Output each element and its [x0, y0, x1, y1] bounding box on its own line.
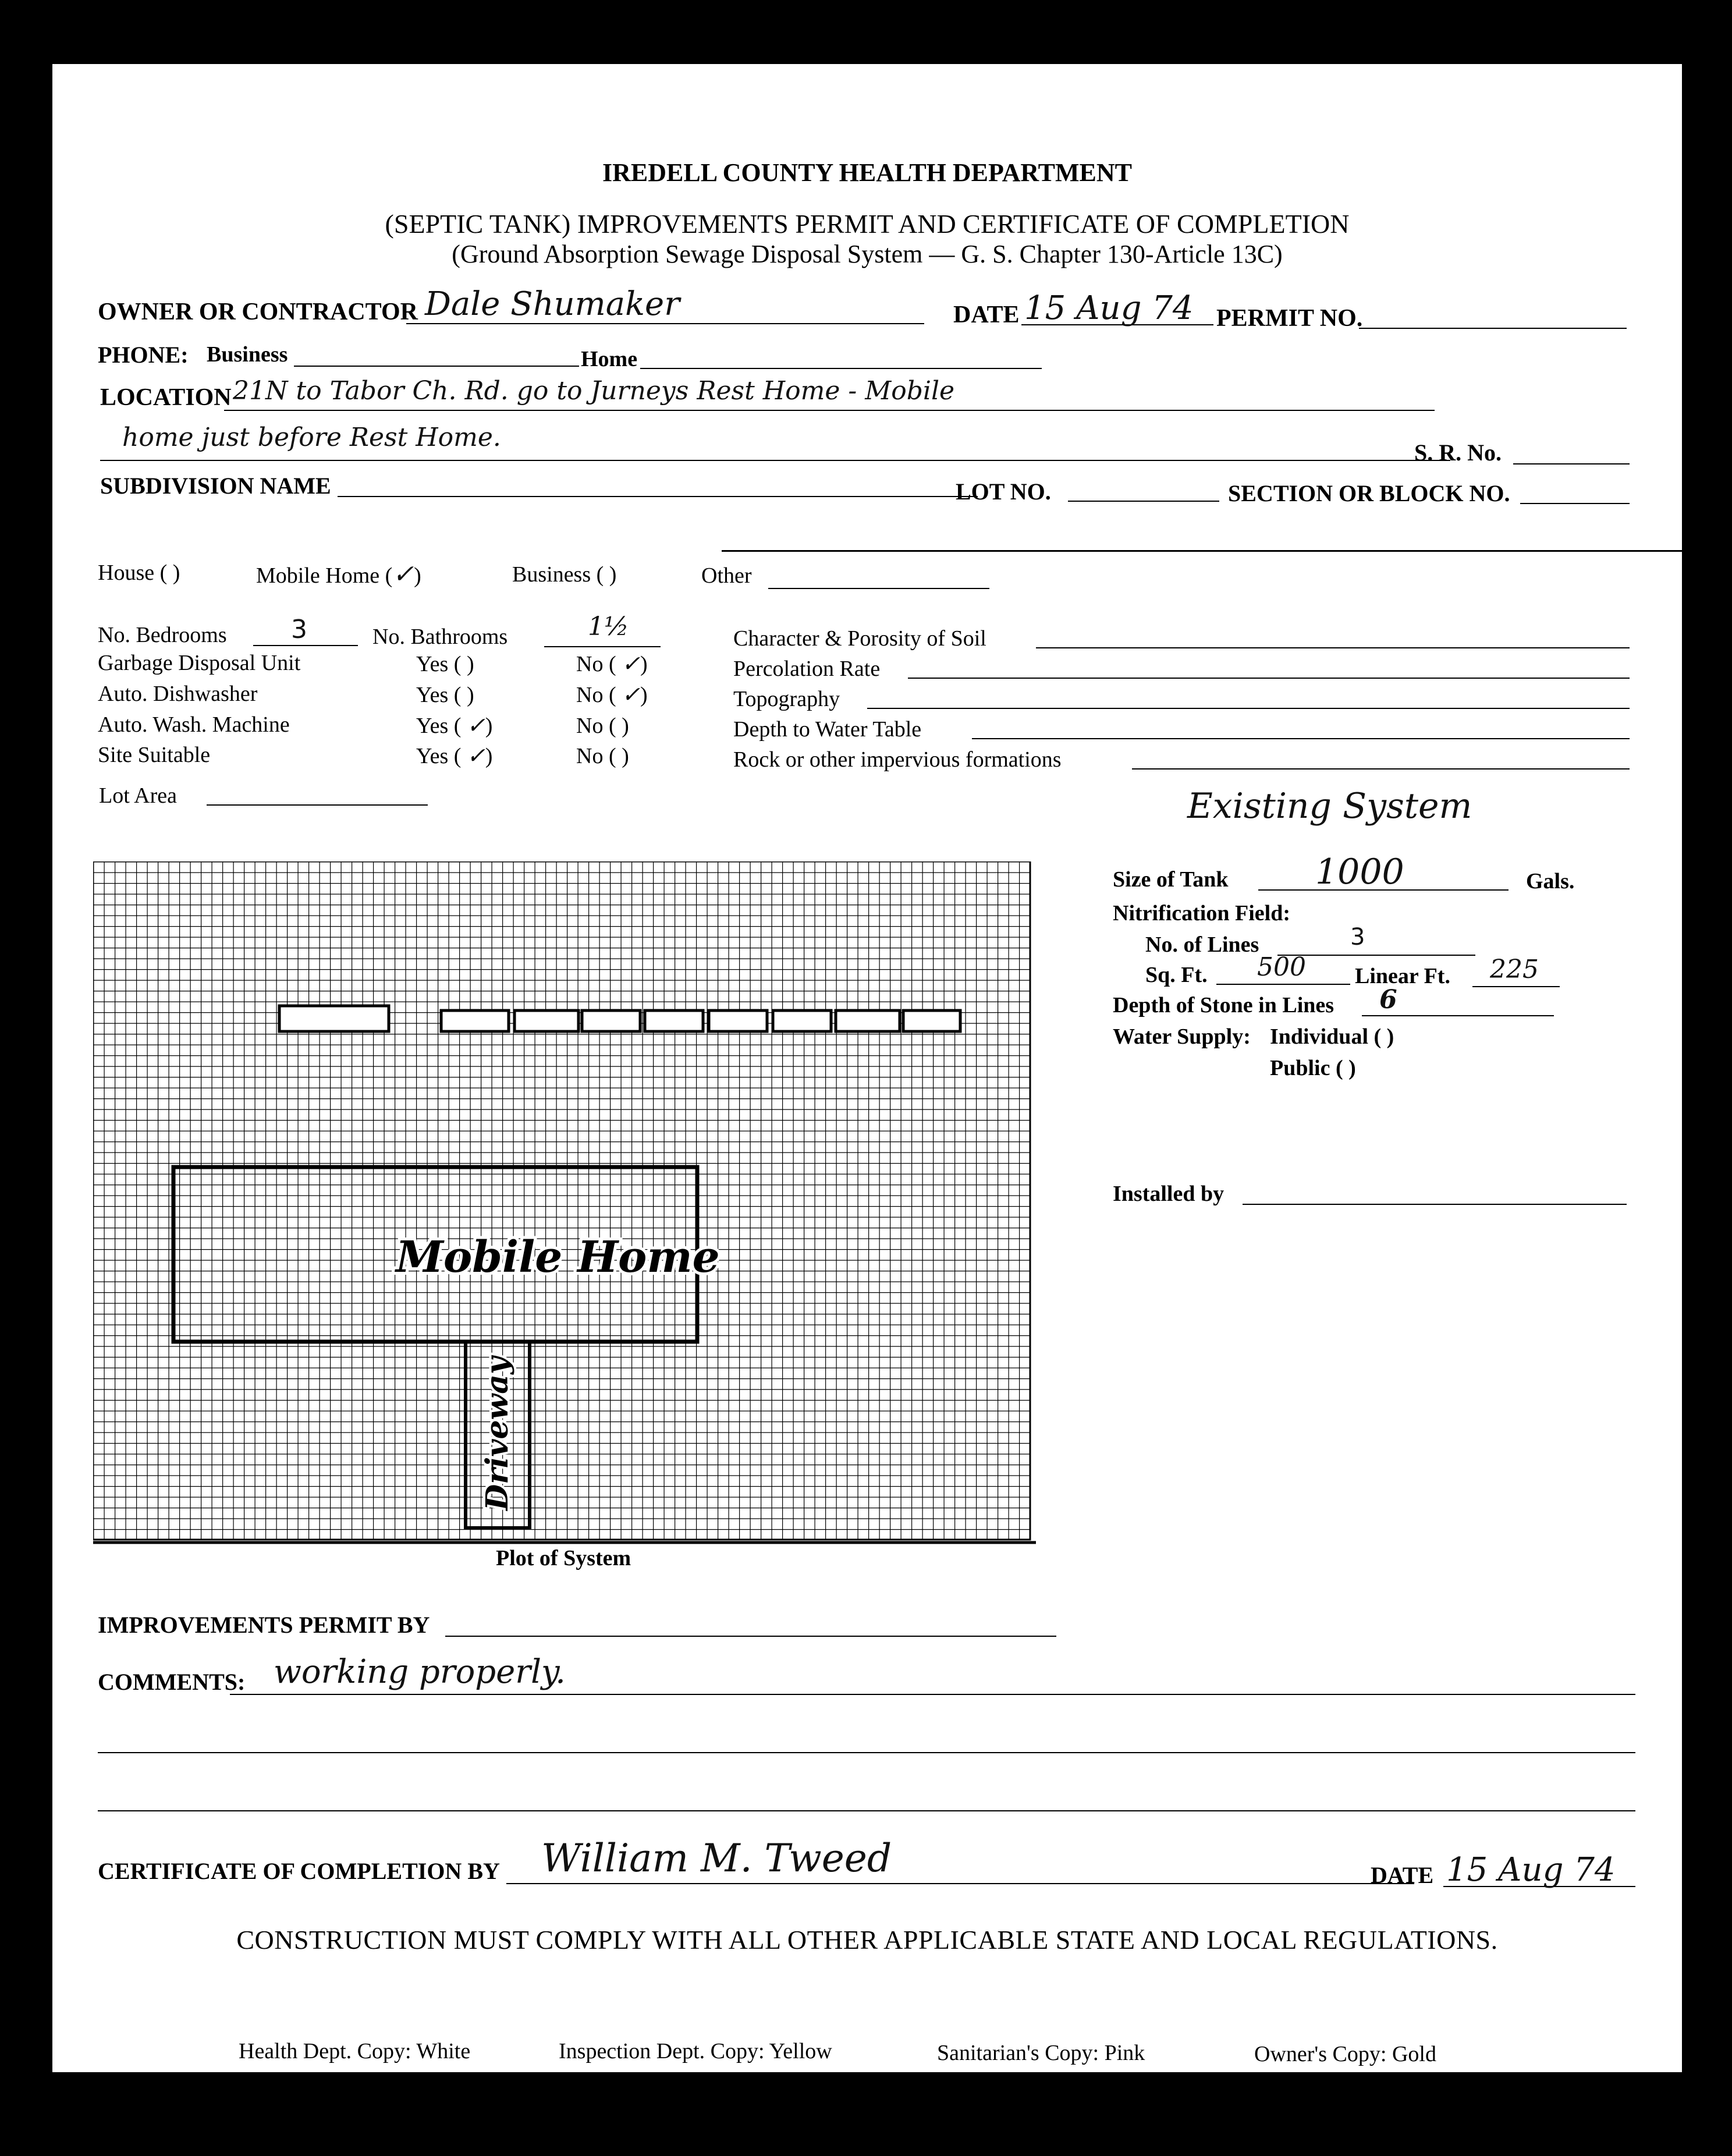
- garbage-disposal-no: [576, 653, 648, 675]
- stone-depth-value: 6: [1379, 985, 1397, 1015]
- mobile-home-option: [256, 559, 421, 589]
- installed-by-label: Installed by: [1113, 1182, 1225, 1206]
- business-option: Business ( ): [512, 562, 617, 587]
- certificate-label: CERTIFICATE OF COMPLETION BY: [98, 1858, 500, 1884]
- linear-ft-value: 225: [1490, 955, 1539, 984]
- lot-no-line: [1068, 501, 1219, 502]
- location-value-2: home just before Rest Home.: [122, 423, 501, 452]
- no-of-lines-label: No. of Lines: [1145, 932, 1259, 957]
- dishwasher-no: [576, 684, 648, 706]
- comments-label: COMMENTS:: [98, 1669, 246, 1695]
- stone-depth-label: Depth of Stone in Lines: [1113, 993, 1335, 1017]
- phone-label: PHONE:: [98, 342, 189, 368]
- bathrooms-label: No. Bathrooms: [372, 625, 508, 649]
- garbage-disposal-close: ): [640, 652, 648, 676]
- permit-form: [52, 64, 1682, 2072]
- rock-line: [1132, 768, 1630, 770]
- dishwasher-check: ✓: [622, 683, 640, 707]
- gals-label: Gals.: [1526, 869, 1575, 893]
- sq-ft-label: Sq. Ft.: [1145, 963, 1208, 987]
- bathrooms-value: 1½: [588, 612, 629, 641]
- comments-line-1: [230, 1694, 1635, 1695]
- no-of-lines-value: 3: [1350, 924, 1365, 951]
- garbage-disposal-label: Garbage Disposal Unit: [98, 651, 301, 675]
- location-label: LOCATION: [100, 384, 232, 411]
- tank-size-value: 1000: [1315, 852, 1404, 892]
- water-supply-label: Water Supply:: [1113, 1024, 1251, 1049]
- phone-home-line: [640, 368, 1042, 369]
- phone-business-label: Business: [207, 342, 288, 367]
- nitrification-lines: [279, 1006, 960, 1031]
- percolation-line: [908, 678, 1630, 679]
- rock-label: Rock or other impervious formations: [733, 747, 1062, 772]
- drain-line-8: [903, 1010, 960, 1031]
- sq-ft-line: [1216, 984, 1350, 985]
- sq-ft-value: 500: [1257, 952, 1306, 982]
- plot-grid: [93, 861, 1042, 1548]
- drain-line-2: [514, 1010, 578, 1031]
- site-suitable-yes-text: Yes (: [416, 744, 462, 768]
- sr-no-label: S. R. No.: [1414, 439, 1502, 466]
- tank-box: [279, 1006, 389, 1031]
- subdivision-label: SUBDIVISION NAME: [100, 473, 331, 499]
- compliance-notice: CONSTRUCTION MUST COMPLY WITH ALL OTHER APPLICABLE STATE AND LOCAL REGULATIONS.: [236, 1925, 1498, 1955]
- improvements-permit-line: [445, 1636, 1056, 1637]
- dishwasher-close: ): [640, 683, 648, 707]
- drain-line-7: [836, 1010, 900, 1031]
- owner-line: [406, 323, 924, 324]
- linear-ft-line: [1472, 986, 1560, 987]
- water-table-label: Depth to Water Table: [733, 717, 922, 742]
- site-suitable-check: ✓: [466, 744, 485, 768]
- copy-health-dept: Health Dept. Copy: White: [239, 2039, 471, 2063]
- sr-no-line: [1513, 463, 1630, 464]
- driveway-label: Driveway: [480, 1356, 515, 1510]
- section-line: [1520, 503, 1630, 504]
- permit-label: PERMIT NO.: [1216, 305, 1363, 332]
- site-suitable-close: ): [485, 744, 493, 768]
- bedrooms-value: 3: [291, 615, 307, 644]
- installed-by-line: [1243, 1204, 1627, 1205]
- wash-machine-yes-text: Yes (: [416, 714, 462, 738]
- bedrooms-label: No. Bedrooms: [98, 623, 227, 647]
- certificate-line: [506, 1883, 1414, 1884]
- tank-size-label: Size of Tank: [1113, 867, 1229, 892]
- improvements-permit-label: IMPROVEMENTS PERMIT BY: [98, 1612, 430, 1638]
- site-suitable-yes: [416, 745, 492, 767]
- wash-machine-yes: [416, 715, 492, 737]
- percolation-label: Percolation Rate: [733, 657, 881, 681]
- copy-inspection-dept: Inspection Dept. Copy: Yellow: [559, 2039, 832, 2063]
- garbage-disposal-yes: Yes ( ): [416, 652, 474, 676]
- permit-line: [1359, 328, 1627, 329]
- mobile-home-close: ): [414, 563, 421, 588]
- bedrooms-line: [253, 645, 358, 646]
- location-line-1: [224, 410, 1435, 411]
- lot-no-label: LOT NO.: [956, 478, 1051, 505]
- drain-line-3: [582, 1010, 640, 1031]
- mobile-home-label: Mobile Home: [396, 1232, 720, 1282]
- owner-value: Dale Shumaker: [425, 285, 680, 323]
- no-of-lines-line: [1277, 955, 1475, 956]
- site-suitable-label: Site Suitable: [98, 743, 211, 767]
- lot-area-label: Lot Area: [99, 783, 178, 808]
- copy-owner: Owner's Copy: Gold: [1254, 2042, 1436, 2066]
- soil-character-line: [1036, 647, 1630, 648]
- drain-line-6: [773, 1010, 831, 1031]
- subdivision-line: [338, 496, 978, 497]
- dishwasher-yes: Yes ( ): [416, 683, 474, 707]
- section-label: SECTION OR BLOCK NO.: [1228, 480, 1510, 506]
- phone-business-line: [294, 366, 579, 367]
- stone-depth-line: [1362, 1015, 1554, 1016]
- certificate-date-value: 15 Aug 74: [1446, 1851, 1616, 1889]
- lot-area-line: [207, 804, 428, 806]
- date-value: 15 Aug 74: [1024, 289, 1194, 327]
- section-divider: [722, 550, 1682, 552]
- drain-line-5: [709, 1010, 767, 1031]
- plot-caption: Plot of System: [496, 1546, 631, 1570]
- wash-machine-close: ): [485, 714, 493, 738]
- other-option: Other: [701, 563, 752, 588]
- form-subtitle: (Ground Absorption Sewage Disposal System — G. S. Chapter 130-Article 13C): [452, 240, 1283, 268]
- drain-line-1: [441, 1010, 509, 1031]
- phone-home-label: Home: [581, 347, 638, 371]
- dishwasher-label: Auto. Dishwasher: [98, 682, 258, 706]
- house-option: House ( ): [98, 561, 180, 585]
- form-title: (SEPTIC TANK) IMPROVEMENTS PERMIT AND CERTIFICATE OF COMPLETION: [385, 209, 1350, 239]
- date-label: DATE: [953, 302, 1020, 328]
- wash-machine-check: ✓: [466, 714, 485, 738]
- grid-field: [93, 861, 1030, 1540]
- owner-label: OWNER OR CONTRACTOR: [98, 299, 418, 325]
- drain-line-4: [645, 1010, 703, 1031]
- certificate-date-label: DATE: [1371, 1862, 1434, 1888]
- bathrooms-line: [544, 646, 661, 647]
- topography-label: Topography: [733, 687, 840, 711]
- department-heading: IREDELL COUNTY HEALTH DEPARTMENT: [602, 158, 1132, 187]
- soil-character-label: Character & Porosity of Soil: [733, 626, 986, 651]
- comments-line-3: [98, 1810, 1635, 1811]
- water-table-line: [972, 738, 1630, 739]
- dishwasher-no-text: No (: [576, 683, 616, 707]
- other-line: [768, 588, 989, 589]
- wash-machine-no: No ( ): [576, 714, 629, 738]
- wash-machine-label: Auto. Wash. Machine: [98, 712, 290, 737]
- garbage-disposal-check: ✓: [622, 652, 640, 676]
- existing-system-note: Existing System: [1187, 786, 1472, 827]
- certificate-signature: William M. Tweed: [541, 1836, 892, 1881]
- mobile-home-label: Mobile Home (: [256, 563, 393, 588]
- topography-line: [867, 708, 1630, 709]
- comments-value: working properly.: [274, 1653, 566, 1691]
- copy-sanitarian: Sanitarian's Copy: Pink: [937, 2041, 1145, 2065]
- mobile-home-check: ✓: [392, 559, 414, 589]
- location-value-1: 21N to Tabor Ch. Rd. go to Jurneys Rest Home - Mobile: [233, 376, 955, 406]
- garbage-disposal-no-text: No (: [576, 652, 616, 676]
- linear-ft-label: Linear Ft.: [1355, 964, 1450, 988]
- nitrification-field-label: Nitrification Field:: [1113, 901, 1290, 925]
- comments-line-2: [98, 1752, 1635, 1753]
- location-line-2: [100, 460, 1450, 461]
- site-suitable-no: No ( ): [576, 744, 629, 768]
- water-individual-option: Individual ( ): [1270, 1024, 1394, 1049]
- water-public-option: Public ( ): [1270, 1056, 1356, 1080]
